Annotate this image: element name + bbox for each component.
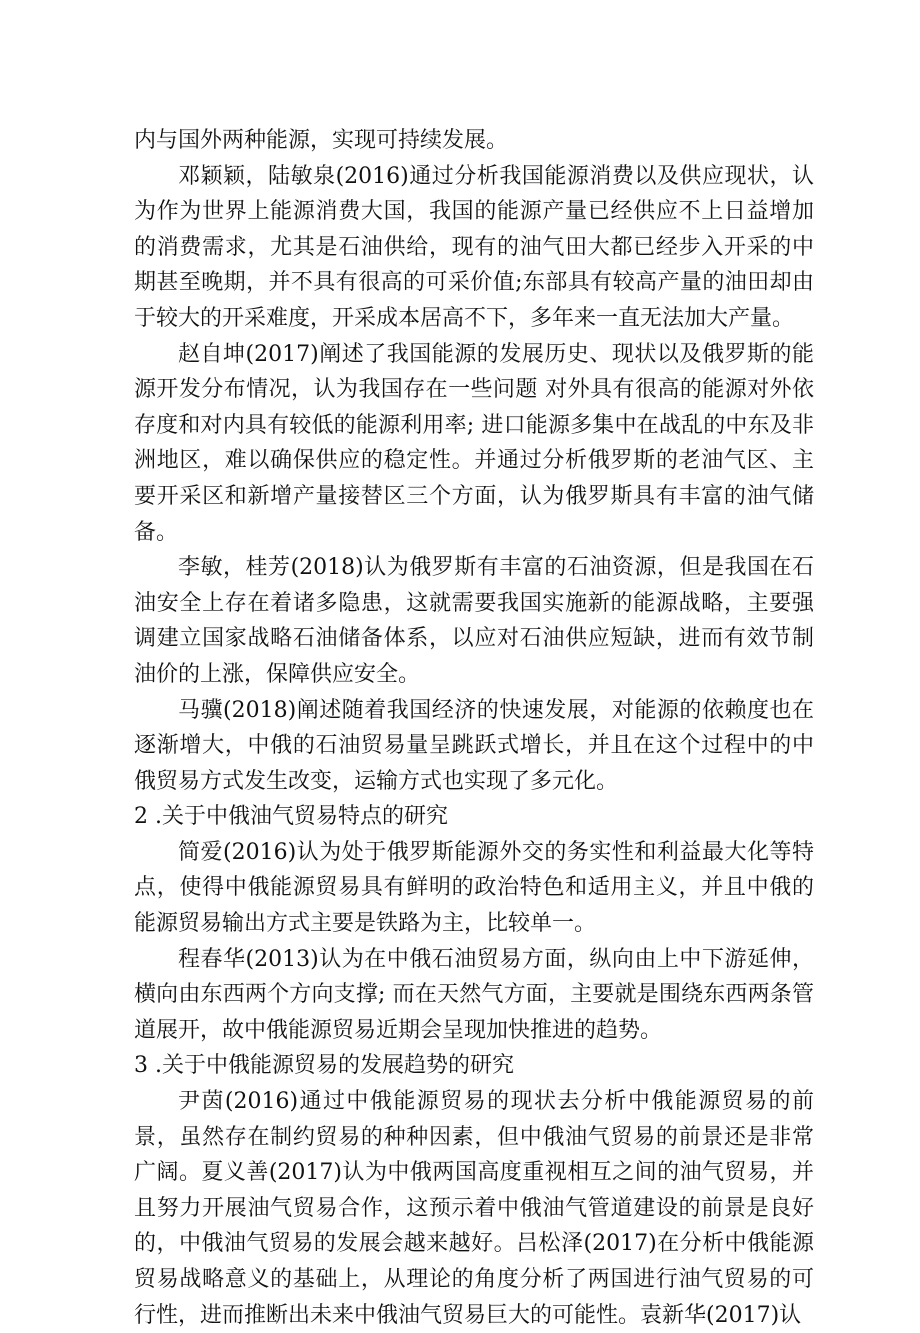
paragraph-deng-yingying: 邓颖颖，陆敏泉(2016)通过分析我国能源消费以及供应现状，认为作为世界上能源消费大国，我国的能源产量已经供应不上日益增加的消费需求，尤其是石油供给，现有的油气田大都已经步入开采的中期甚至晚期，并不具有很高的可采价值;东部具有较高产量的油田却由于较大的开采难度，开采成本居高不下，多年来一直无法加大产量。 xyxy=(134,163,814,331)
paragraph-jian-ai: 简爱(2016)认为处于俄罗斯能源外交的务实性和利益最大化等特点，使得中俄能源贸易具有鲜明的政治特色和适用主义，并且中俄的能源贸易输出方式主要是铁路为主，比较单一。 xyxy=(134,839,814,937)
paragraph-continuation: 内与国外两种能源，实现可持续发展。 xyxy=(134,128,509,153)
paragraph-yin-yin: 尹茵(2016)通过中俄能源贸易的现状去分析中俄能源贸易的前景，虽然存在制约贸易的种种因素，但中俄油气贸易的前景还是非常广阔。夏义善(2017)认为中俄两国高度重视相互之间的油气贸易，并且努力开展油气贸易合作，这预示着中俄油气管道建设的前景是良好的，中俄油气贸易的发展会越来越好。吕松泽(2017)在分析中俄能源贸易战略意义的基础上，从理论的角度分析了两国进行油气贸易的可行性，进而推断出未来中俄油气贸易巨大的可能性。袁新华(2017)认 xyxy=(134,1089,814,1328)
paragraph-li-min: 李敏，桂芳(2018)认为俄罗斯有丰富的石油资源，但是我国在石油安全上存在着诸多隐患，这就需要我国实施新的能源战略，主要强调建立国家战略石油储备体系，以应对石油供应短缺，进而有效节制油价的上涨，保障供应安全。 xyxy=(134,555,814,687)
document-body xyxy=(134,123,814,1333)
section-heading-2: 2 .关于中俄油气贸易特点的研究 xyxy=(134,804,448,830)
section-heading-3: 3 .关于中俄能源贸易的发展趋势的研究 xyxy=(134,1053,514,1079)
paragraph-zhao-zikun: 赵自坤(2017)阐述了我国能源的发展历史、现状以及俄罗斯的能源开发分布情况，认为我国存在一些问题 对外具有很高的能源对外依存度和对内具有较低的能源利用率; 进口能源多集中在战乱的中东及非洲地区，难以确保供应的稳定性。并通过分析俄罗斯的老油气区、主要开采区和新增产量接替区三个方面，认为俄罗斯具有丰富的油气储备。 xyxy=(134,341,814,545)
paragraph-cheng-chunhua: 程春华(2013)认为在中俄石油贸易方面，纵向由上中下游延伸，横向由东西两个方向支撑; 而在天然气方面，主要就是围绕东西两条管道展开，故中俄能源贸易近期会呈现加快推进的趋势。 xyxy=(134,946,814,1043)
paragraph-ma-ji: 马骥(2018)阐述随着我国经济的快速发展，对能源的依赖度也在逐渐增大，中俄的石油贸易量呈跳跃式增长，并且在这个过程中的中俄贸易方式发生改变，运输方式也实现了多元化。 xyxy=(134,697,814,794)
